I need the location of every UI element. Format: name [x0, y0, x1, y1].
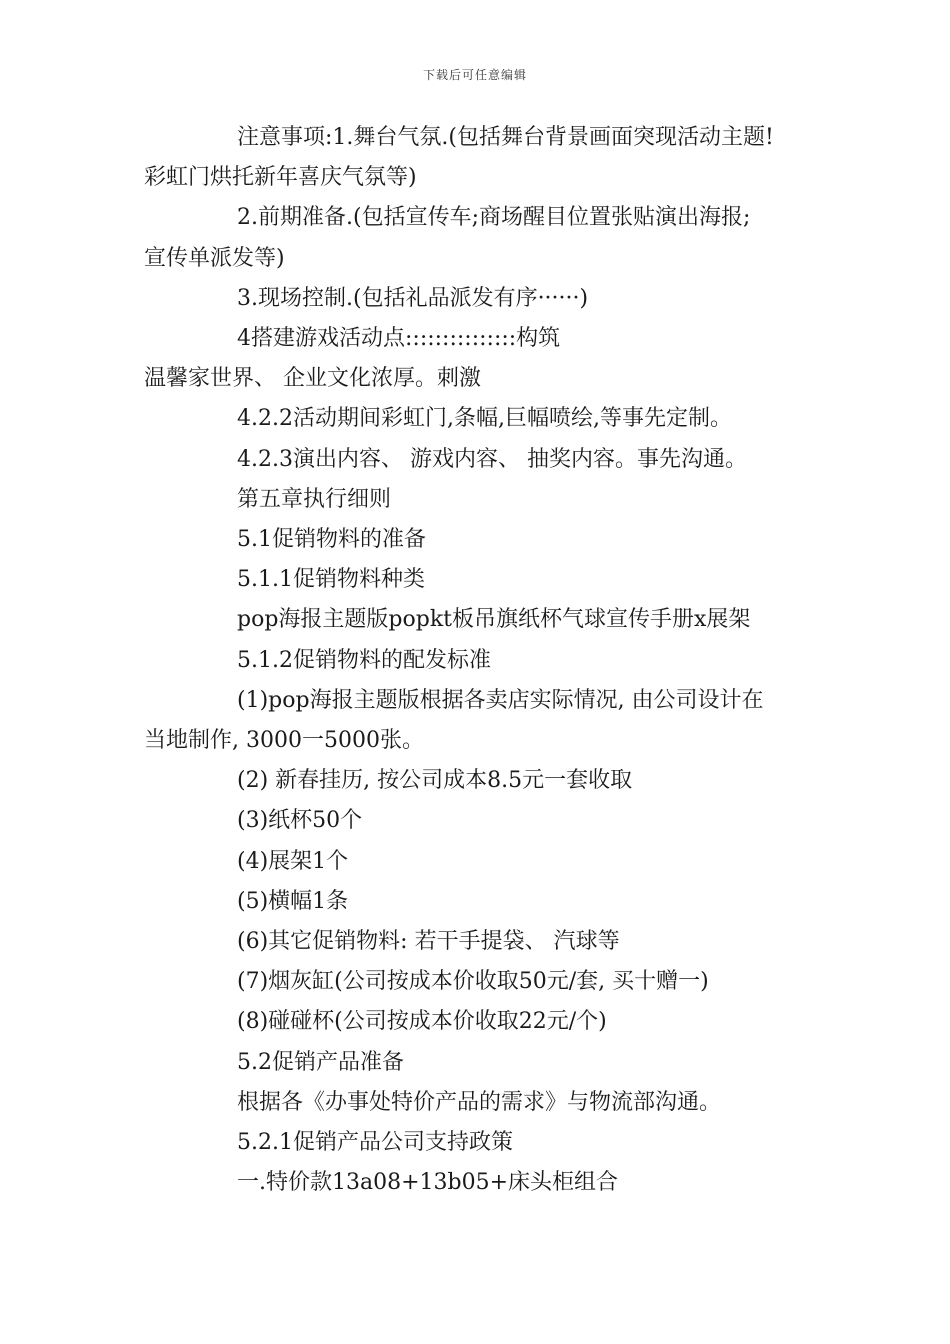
text-line: 温馨家世界、 企业文化浓厚。刺激	[144, 366, 481, 392]
list-item: (7)烟灰缸(公司按成本价收取50元/套, 买十赠一)	[237, 969, 709, 995]
section-heading: 5.2.1促销产品公司支持政策	[237, 1130, 513, 1156]
text-line: 一.特价款13a08+13b05+床头柜组合	[237, 1170, 619, 1196]
section-heading: 5.1.2促销物料的配发标准	[237, 647, 491, 673]
text-line: 4.2.3演出内容、 游戏内容、 抽奖内容。事先沟通。	[237, 446, 747, 472]
list-item: (4)展架1个	[237, 848, 349, 874]
text-line: 根据各《办事处特价产品的需求》与物流部沟通。	[237, 1089, 722, 1115]
document-body	[144, 118, 824, 1203]
chapter-heading: 第五章执行细则	[237, 486, 392, 512]
text-line: 4搭建游戏活动点:::::::::::::::构筑	[237, 326, 561, 352]
text-line: (1)pop海报主题版根据各卖店实际情况, 由公司设计在	[237, 687, 764, 713]
list-item: (5)横幅1条	[237, 888, 349, 914]
list-item: (6)其它促销物料: 若干手提袋、 汽球等	[237, 929, 620, 955]
text-line: 当地制作, 3000一5000张。	[144, 728, 424, 754]
section-heading: 5.2促销产品准备	[237, 1049, 404, 1075]
text-line: 4.2.2活动期间彩虹门,条幅,巨幅喷绘,等事先定制。	[237, 406, 732, 432]
list-item: (8)碰碰杯(公司按成本价收取22元/个)	[237, 1009, 607, 1035]
text-line: 宣传单派发等)	[144, 245, 285, 271]
text-line: 2.前期准备.(包括宣传车;商场醒目位置张贴演出海报;	[237, 205, 751, 231]
page-header: 下载后可任意编辑	[422, 68, 527, 82]
text-line: 注意事项:1.舞台气氛.(包括舞台背景画面突现活动主题!	[237, 125, 774, 150]
text-line: pop海报主题版popkt板吊旗纸杯气球宣传手册x展架	[237, 607, 751, 633]
list-item: (3)纸杯50个	[237, 808, 363, 834]
text-line: 彩虹门烘托新年喜庆气氛等)	[144, 165, 417, 191]
section-heading: 5.1促销物料的准备	[237, 527, 426, 553]
text-line: 3.现场控制.(包括礼品派发有序······)	[237, 285, 589, 311]
list-item: (2) 新春挂历, 按公司成本8.5元一套收取	[237, 768, 633, 794]
section-heading: 5.1.1促销物料种类	[237, 567, 425, 593]
